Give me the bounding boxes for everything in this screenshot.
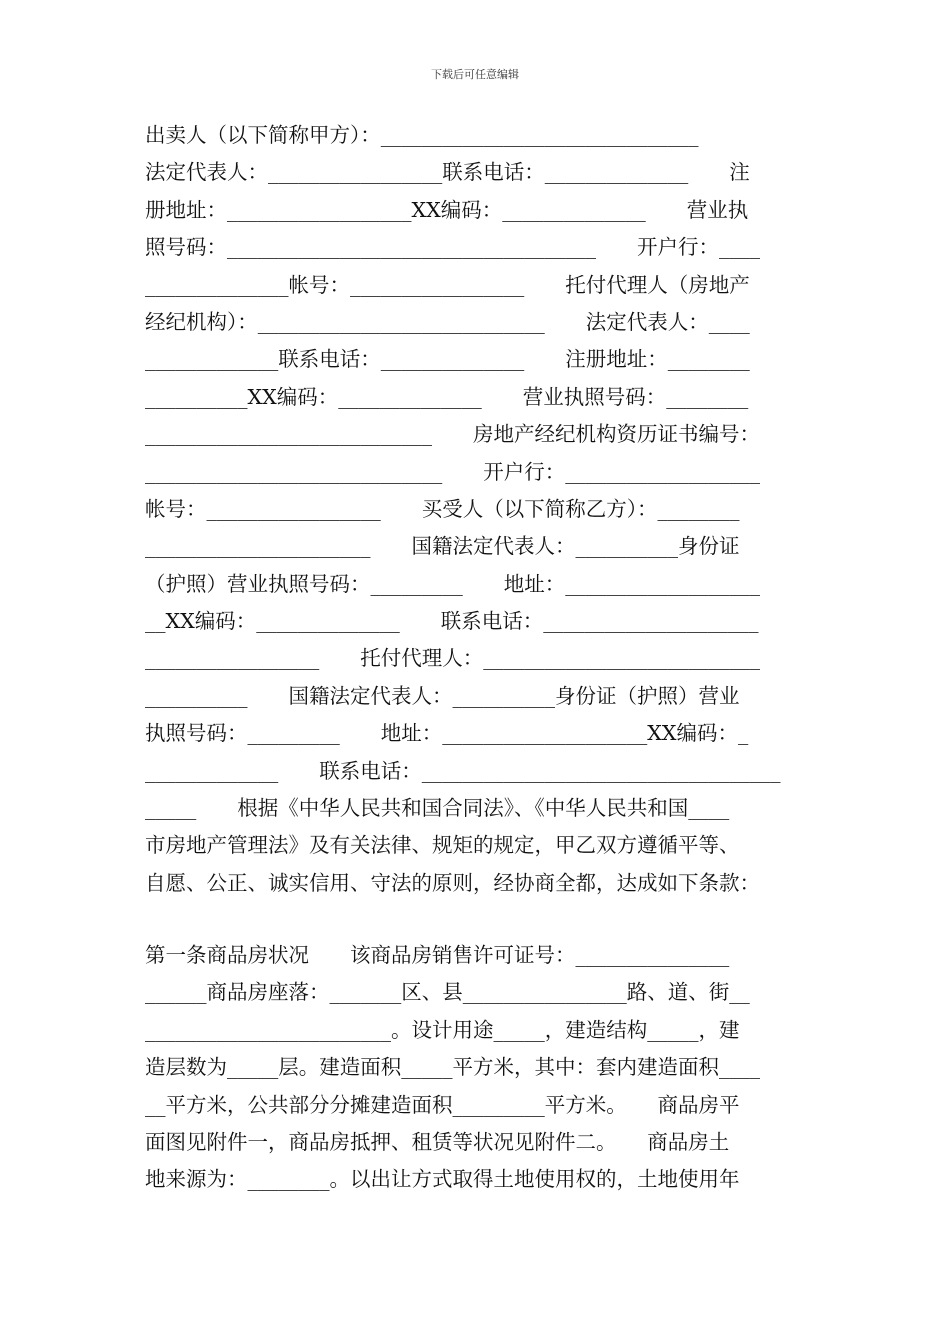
text-line: （护照）营业执照号码：_________ 地址：___________________ xyxy=(145,571,760,596)
text-line: _____________ 联系电话：___________________________________ xyxy=(145,758,781,783)
text-line: 照号码：____________________________________ 开户行：____ xyxy=(145,235,760,260)
text-line: 面图见附件一，商品房抵押、租赁等状况见附件二。 商品房土 xyxy=(145,1129,730,1154)
page-header: 下载后可任意编辑 xyxy=(431,68,519,81)
text-line: _____________联系电话：______________ 注册地址：________ xyxy=(145,347,750,372)
text-line: 册地址：__________________XX编码：______________ 营业执 xyxy=(145,197,749,222)
text-line: 地来源为：________。以出让方式取得土地使用权的，土地使用年 xyxy=(145,1167,740,1192)
text-line: 法定代表人：_________________联系电话：______________ 注 xyxy=(145,160,750,185)
text-line: __平方米，公共部分分摊建造面积_________平方米。 商品房平 xyxy=(145,1092,740,1117)
text-line: __________ 国籍法定代表人：__________身份证（护照）营业 xyxy=(145,683,740,708)
text-line: 出卖人（以下简称甲方）：_______________________________ xyxy=(145,123,699,147)
text-line: ________________________。设计用途_____，建造结构_____，建 xyxy=(145,1017,740,1042)
text-line: _____ 根据《中华人民共和国合同法》、《中华人民共和国____ xyxy=(145,796,730,821)
text-line: 第一条商品房状况 该商品房销售许可证号：_______________ xyxy=(145,943,730,967)
text-line: 造层数为_____层。建造面积_____平方米，其中：套内建造面积____ xyxy=(145,1055,760,1080)
text-line: ____________________________ 房地产经纪机构资历证书编号： xyxy=(145,422,760,447)
text-line: ______商品房座落：_______区、县________________路、道、街__ xyxy=(145,980,750,1005)
text-line: 执照号码：_________ 地址：____________________XX编码：_ xyxy=(145,721,749,746)
text-line: 自愿、公正、诚实信用、守法的原则，经协商全都，达成如下条款： xyxy=(145,870,760,895)
text-line: __________XX编码：______________ 营业执照号码：________ xyxy=(145,384,749,409)
article-one-section xyxy=(145,937,807,1199)
text-line: 帐号：_________________ 买受人（以下简称乙方）：________ xyxy=(145,496,740,521)
text-line: _________________ 托付代理人：___________________________ xyxy=(145,646,760,671)
contract-parties-section xyxy=(145,117,807,902)
text-line: 经纪机构）：____________________________ 法定代表人：____ xyxy=(145,309,750,334)
text-line: __XX编码：______________ 联系电话：_____________________ xyxy=(145,609,759,634)
text-line: 市房地产管理法》及有关法律、规矩的规定，甲乙双方遵循平等、 xyxy=(145,833,740,858)
text-line: ______________________ 国籍法定代表人：__________身份证 xyxy=(145,534,740,559)
text-line: ______________帐号：_________________ 托付代理人（房地产 xyxy=(145,272,750,297)
text-line: _____________________________ 开户行：___________________ xyxy=(145,459,760,484)
